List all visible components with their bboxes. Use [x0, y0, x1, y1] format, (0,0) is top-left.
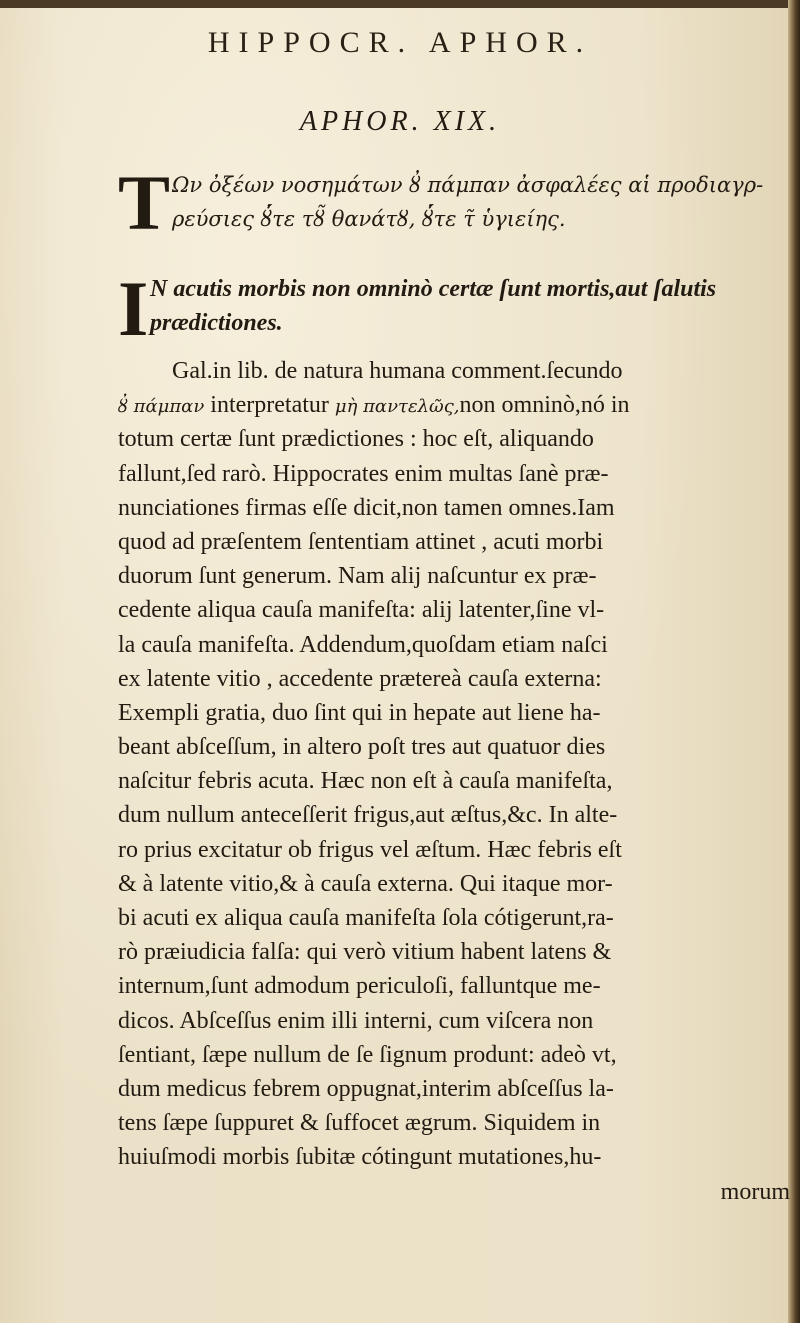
- commentary-block: [118, 354, 798, 1209]
- commentary-text: interpretatur: [204, 392, 335, 419]
- latin-line-1: N acutis morbis non omninò certæ ſunt mortis,aut ſalutis: [150, 276, 717, 302]
- commentary-line: dicos. Abſceſſus enim illi interni, cum viſcera non: [118, 1007, 594, 1034]
- commentary-line: ſentiant, ſæpe nullum de ſe ſignum produnt: adeò vt,: [118, 1041, 617, 1068]
- page-top-edge: [0, 0, 800, 8]
- commentary-line: Exempli gratia, duo ſint qui in hepate aut liene ha-: [118, 699, 601, 726]
- latin-line-2: prædictiones.: [150, 310, 283, 336]
- commentary-line: nunciationes firmas eſſe dicit,non tamen omnes.Iam: [118, 494, 615, 521]
- greek-term: ȣ̓ πάμπαν: [118, 396, 205, 418]
- commentary-line: cedente aliqua cauſa manifeſta: alij latenter,ſine vl-: [118, 597, 605, 624]
- greek-aphorism: [120, 168, 800, 236]
- commentary-line: dum nullum anteceſſerit frigus,aut æſtus,&c. In alte-: [118, 802, 618, 829]
- commentary-line: la cauſa manifeſta. Addendum,quoſdam etiam naſci: [118, 631, 608, 658]
- greek-line-1: Ων ὀξέων νοσημάτων ȣ̓ πάμπαν ἀσφαλέες αἱ προδιαγρ-: [172, 173, 764, 197]
- commentary-line: [118, 388, 798, 422]
- commentary-line: naſcitur febris acuta. Hæc non eſt à cauſa manifeſta,: [118, 768, 613, 795]
- greek-dropcap: T: [118, 159, 171, 246]
- commentary-line: totum certæ ſunt prædictiones : hoc eſt, aliquando: [118, 426, 594, 453]
- commentary-line: beant abſceſſum, in altero poſt tres aut quatuor dies: [118, 734, 606, 761]
- commentary-line: quod ad præſentem ſententiam attinet , acuti morbi: [118, 528, 604, 555]
- commentary-line: & à latente vitio,& à cauſa externa. Qui itaque mor-: [118, 870, 613, 897]
- commentary-line: huiuſmodi morbis ſubitæ cótingunt mutationes,hu-: [118, 1144, 602, 1171]
- commentary-line: fallunt,ſed rarò. Hippocrates enim multas ſanè præ-: [118, 460, 609, 487]
- commentary-line: internum,ſunt admodum periculoſi, falluntque me-: [118, 973, 601, 1000]
- greek-line-2: ρεύσιες ȣ̓́τε τȣ̃ θανάτȣ, ȣ̓́τε τ̃ ὑγιείης.: [172, 207, 566, 231]
- catchword: morum: [720, 1178, 790, 1205]
- commentary-line: rò præiudicia falſa: qui verò vitium habent latens &: [118, 939, 612, 966]
- commentary-line: ex latente vitio , accedente prætereà cauſa externa:: [118, 665, 602, 692]
- commentary-line: dum medicus febrem oppugnat,interim abſceſſus la-: [118, 1075, 614, 1102]
- aphorism-heading: APHOR. XIX.: [299, 106, 501, 137]
- commentary-line: bi acuti ex aliqua cauſa manifeſta ſola cótigerunt,ra-: [118, 905, 614, 931]
- commentary-line: ro prius excitatur ob frigus vel æſtum. Hæc febris eſt: [118, 836, 622, 863]
- commentary-line: tens ſæpe ſuppuret & ſuffocet ægrum. Siquidem in: [118, 1110, 601, 1137]
- greek-term: μὴ παντελῶς,: [334, 396, 460, 418]
- latin-dropcap: I: [118, 265, 149, 352]
- commentary-text: non omninò,nó in: [459, 392, 630, 419]
- running-head: HIPPOCR. APHOR.: [207, 26, 593, 59]
- commentary-line: Gal.in lib. de natura humana comment.ſecundo: [172, 358, 623, 384]
- commentary-line: duorum ſunt generum. Nam alij naſcuntur ex præ-: [118, 563, 597, 590]
- latin-aphorism: [150, 272, 800, 340]
